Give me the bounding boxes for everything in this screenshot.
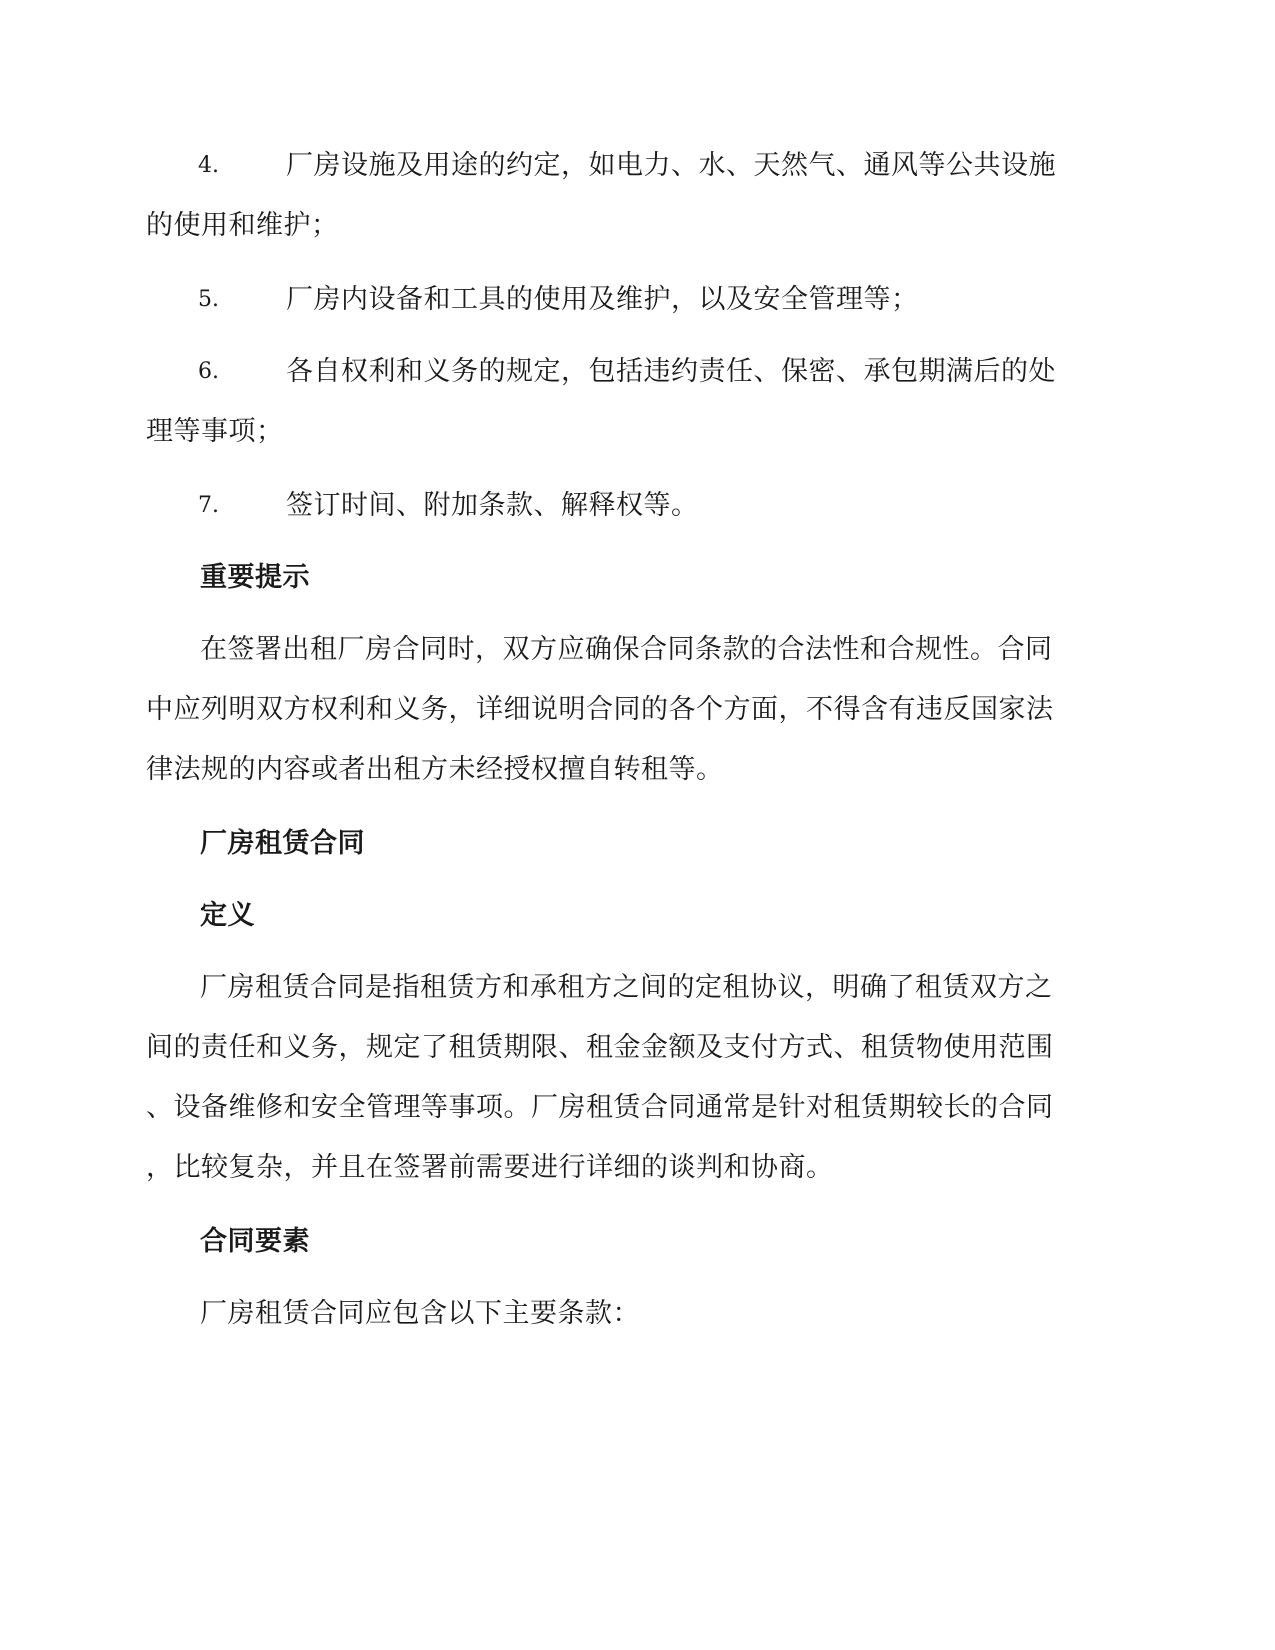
list-number-7: 7. xyxy=(198,493,219,518)
definition-line-2: 间的责任和义务，规定了租赁期限、租金金额及支付方式、租赁物使用范围 xyxy=(146,1032,1054,1063)
definition-line-3: 、设备维修和安全管理等事项。厂房租赁合同通常是针对租赁期较长的合同 xyxy=(146,1092,1054,1123)
list-item-4-line-2: 的使用和维护； xyxy=(146,210,339,241)
elements-intro: 厂房租赁合同应包含以下主要条款： xyxy=(200,1298,640,1329)
list-item-6-line-2: 理等事项； xyxy=(146,416,284,447)
list-number-6: 6. xyxy=(198,359,219,384)
definition-heading: 定义 xyxy=(200,900,255,931)
elements-heading: 合同要素 xyxy=(200,1226,310,1257)
definition-line-4: ，比较复杂，并且在签署前需要进行详细的谈判和协商。 xyxy=(146,1152,834,1183)
notice-line-2: 中应列明双方权利和义务，详细说明合同的各个方面，不得含有违反国家法 xyxy=(146,694,1054,725)
list-item-7-line-1: 签订时间、附加条款、解释权等。 xyxy=(286,490,699,521)
list-number-5: 5. xyxy=(198,287,219,312)
list-item-4-line-1: 厂房设施及用途的约定，如电力、水、天然气、通风等公共设施 xyxy=(286,150,1056,181)
notice-heading: 重要提示 xyxy=(200,562,310,593)
lease-title: 厂房租赁合同 xyxy=(200,828,365,859)
list-item-5-line-1: 厂房内设备和工具的使用及维护，以及安全管理等； xyxy=(286,284,919,315)
list-number-4: 4. xyxy=(198,153,219,178)
list-item-6-line-1: 各自权利和义务的规定，包括违约责任、保密、承包期满后的处 xyxy=(286,356,1056,387)
notice-line-1: 在签署出租厂房合同时，双方应确保合同条款的合法性和合规性。合同 xyxy=(200,634,1053,665)
notice-line-3: 律法规的内容或者出租方未经授权擅自转租等。 xyxy=(146,754,724,785)
definition-line-1: 厂房租赁合同是指租赁方和承租方之间的定租协议，明确了租赁双方之 xyxy=(200,972,1053,1003)
